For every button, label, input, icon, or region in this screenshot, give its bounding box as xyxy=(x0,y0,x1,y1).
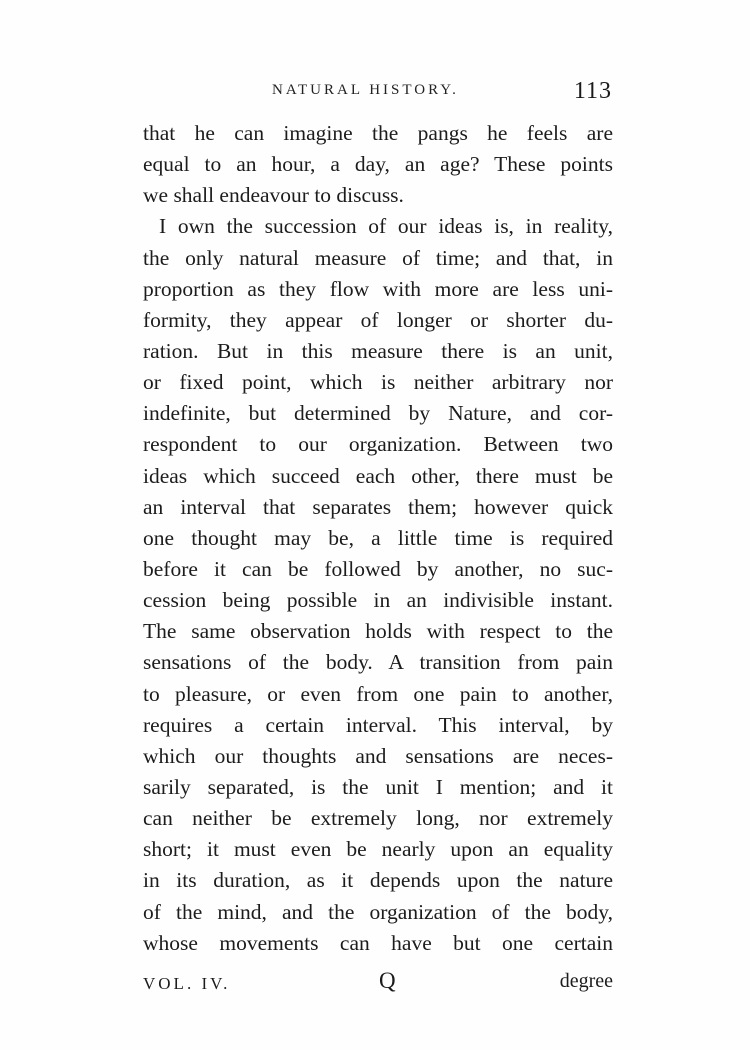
running-head xyxy=(272,78,612,108)
running-title: NATURAL HISTORY. xyxy=(272,82,459,98)
text-line: we shall endeavour to discuss. xyxy=(143,183,404,208)
text-line: that he can imagine the pangs he feels are xyxy=(143,121,613,145)
text-line: indefinite, but determined by Nature, and cor- xyxy=(143,401,613,426)
text-line: The same observation holds with respect to the xyxy=(143,619,613,644)
text-line: cession being possible in an indivisible instant. xyxy=(143,588,613,613)
text-line: which our thoughts and sensations are neces- xyxy=(143,743,613,768)
text-line: before it can be followed by another, no suc- xyxy=(143,556,613,581)
text-line: an interval that separates them; however quick xyxy=(143,494,613,519)
catchword: degree xyxy=(559,970,613,992)
text-line: short; it must even be nearly upon an equality xyxy=(143,837,613,862)
volume-label: VOL. IV. xyxy=(143,974,231,993)
text-line: sensations of the body. A transition from pain xyxy=(143,650,613,675)
text-line: sarily separated, is the unit I mention; and it xyxy=(143,774,613,799)
body-text xyxy=(143,118,613,959)
text-line: in its duration, as it depends upon the nature xyxy=(143,868,613,893)
text-line: respondent to our organization. Between two xyxy=(143,432,613,457)
text-line: ration. But in this measure there is an unit, xyxy=(143,338,613,363)
text-line: of the mind, and the organization of the body, xyxy=(143,899,613,924)
text-line: whose movements can have but one certain xyxy=(143,930,613,955)
text-line: proportion as they flow with more are less uni- xyxy=(143,276,613,301)
page-number: 113 xyxy=(573,78,612,104)
text-line: equal to an hour, a day, an age? These points xyxy=(143,152,613,177)
text-line: the only natural measure of time; and that, in xyxy=(143,245,613,270)
page-footer xyxy=(143,968,613,1000)
text-line: or fixed point, which is neither arbitrary nor xyxy=(143,370,613,395)
signature-mark: Q xyxy=(379,968,396,993)
text-line: to pleasure, or even from one pain to another, xyxy=(143,681,613,706)
text-line: I own the succession of our ideas is, in reality, xyxy=(159,214,613,239)
text-line: can neither be extremely long, nor extremely xyxy=(143,806,613,831)
text-line: one thought may be, a little time is required xyxy=(143,525,613,550)
text-line: formity, they appear of longer or shorter du- xyxy=(143,307,613,332)
text-line: requires a certain interval. This interval, by xyxy=(143,712,613,737)
text-line: ideas which succeed each other, there must be xyxy=(143,463,613,488)
